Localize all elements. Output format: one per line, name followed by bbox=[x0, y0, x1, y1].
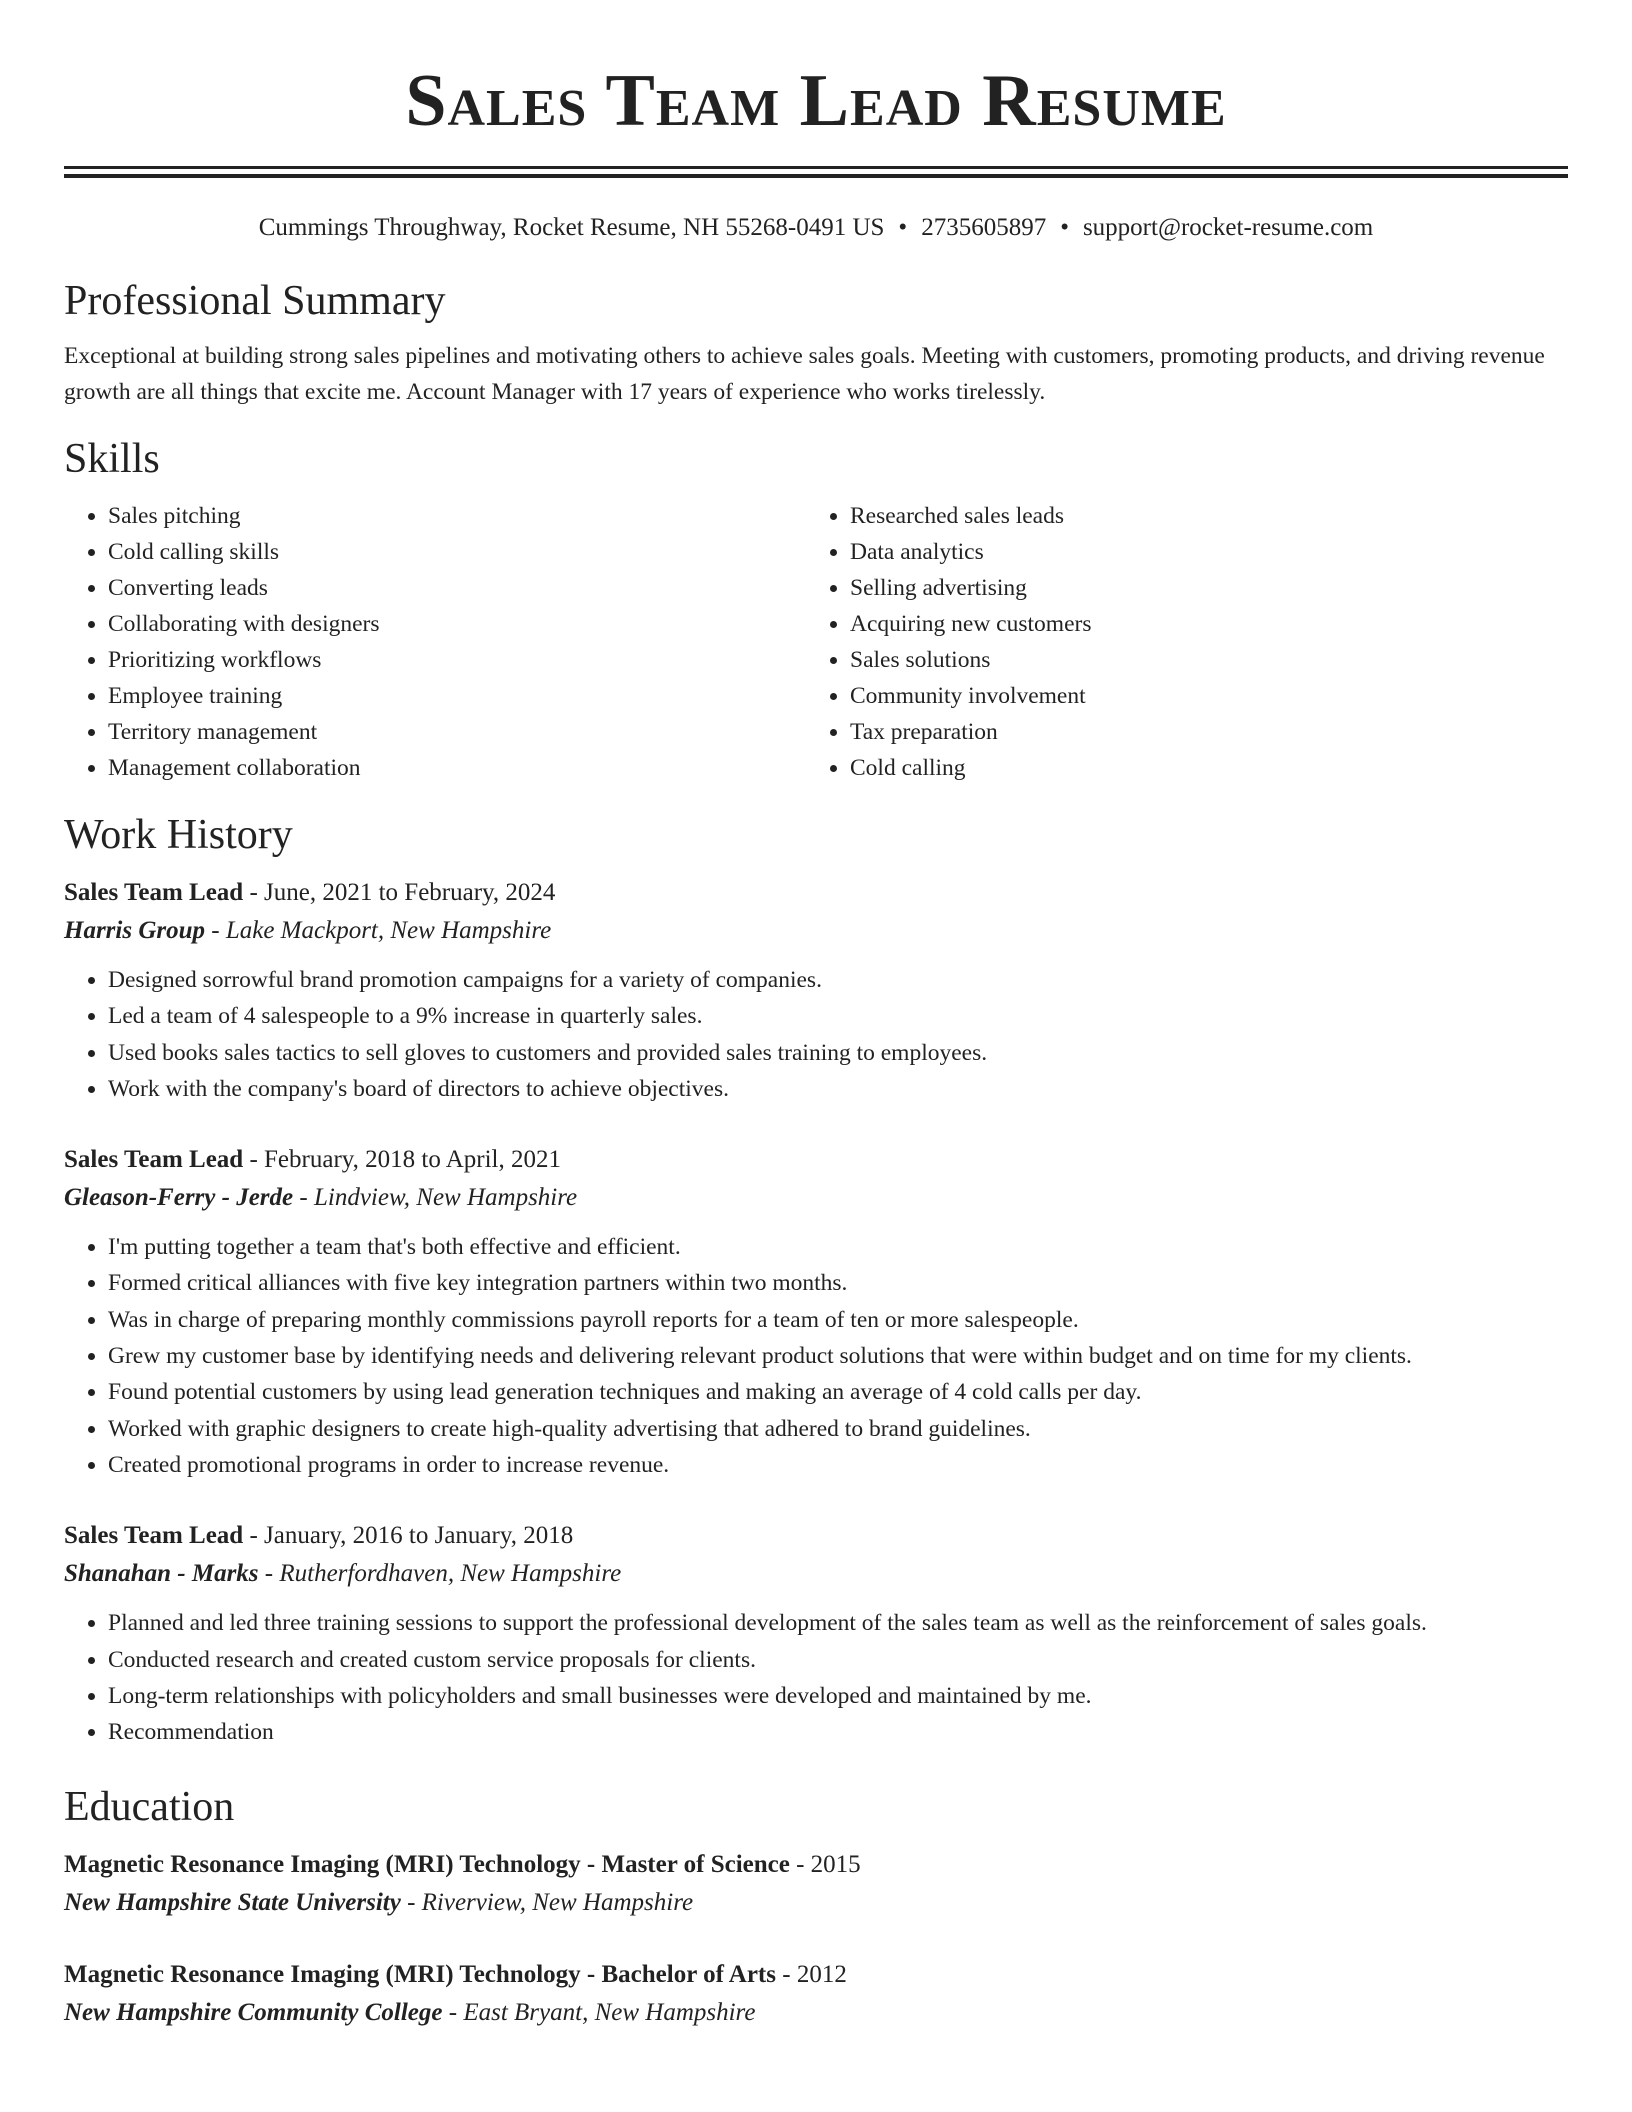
skill-item: • Management collaboration bbox=[108, 750, 806, 786]
skill-item: • Selling advertising bbox=[850, 570, 1568, 606]
job-company-line bbox=[64, 1179, 1568, 1217]
job-duties-list bbox=[64, 962, 1568, 1107]
education-year: - 2015 bbox=[789, 1851, 861, 1879]
job-title-line bbox=[64, 874, 1568, 912]
job-duty: • Found potential customers by using lead generation techniques and making an average of 4 cold calls per day. bbox=[108, 1374, 1568, 1410]
education-degree: Magnetic Resonance Imaging (MRI) Technology - Bachelor of Arts bbox=[64, 1961, 776, 1989]
education-school: New Hampshire State University bbox=[64, 1889, 401, 1917]
job-location: - Rutherfordhaven, New Hampshire bbox=[258, 1560, 622, 1588]
skill-item: • Territory management bbox=[108, 714, 806, 750]
skill-item: • Community involvement bbox=[850, 678, 1568, 714]
job-duties-list bbox=[64, 1605, 1568, 1750]
education-year: - 2012 bbox=[776, 1961, 847, 1989]
job-location: - Lake Mackport, New Hampshire bbox=[205, 917, 552, 944]
job-company: Harris Group bbox=[64, 917, 206, 944]
job-company: Gleason-Ferry - Jerde bbox=[64, 1184, 294, 1212]
education-school-line bbox=[64, 1994, 1568, 2032]
title-divider bbox=[64, 166, 1568, 178]
job-duty: • Recommendation bbox=[108, 1714, 1568, 1750]
job-duty: • Created promotional programs in order to increase revenue. bbox=[108, 1447, 1568, 1483]
job-entry bbox=[64, 1517, 1568, 1750]
education-degree-line bbox=[64, 1846, 1568, 1884]
contact-line bbox=[64, 212, 1568, 244]
education-entry bbox=[64, 1956, 1568, 2032]
job-dates: - January, 2016 to January, 2018 bbox=[243, 1522, 574, 1550]
skills-heading: Skills bbox=[64, 436, 160, 482]
education-heading: Education bbox=[64, 1784, 235, 1831]
education-location: - East Bryant, New Hampshire bbox=[442, 1999, 756, 2027]
job-company-line bbox=[64, 912, 1568, 950]
education-degree-line bbox=[64, 1956, 1568, 1994]
job-duty: • Led a team of 4 salespeople to a 9% increase in quarterly sales. bbox=[108, 998, 1568, 1034]
skills-list-right bbox=[806, 498, 1568, 786]
contact-email: support@rocket-resume.com bbox=[1082, 214, 1374, 241]
education-location: - Riverview, New Hampshire bbox=[400, 1889, 694, 1917]
job-duties-list bbox=[64, 1229, 1568, 1483]
job-entry bbox=[64, 874, 1568, 1107]
skills-list-left bbox=[64, 498, 806, 786]
education-school-line bbox=[64, 1884, 1568, 1922]
job-duty: • Worked with graphic designers to create high-quality advertising that adhered to brand guidelines. bbox=[108, 1411, 1568, 1447]
skill-item: • Researched sales leads bbox=[850, 498, 1568, 534]
education-degree: Magnetic Resonance Imaging (MRI) Technology - Master of Science bbox=[64, 1851, 790, 1879]
education-entry bbox=[64, 1846, 1568, 1922]
education-school: New Hampshire Community College bbox=[64, 1999, 443, 2027]
skill-item: • Tax preparation bbox=[850, 714, 1568, 750]
job-location: - Lindview, New Hampshire bbox=[293, 1184, 578, 1212]
job-title: Sales Team Lead bbox=[64, 879, 244, 906]
skill-item: • Data analytics bbox=[850, 534, 1568, 570]
skill-item: • Sales solutions bbox=[850, 642, 1568, 678]
job-duty: • Used books sales tactics to sell gloves to customers and provided sales training to employees. bbox=[108, 1035, 1568, 1071]
work-history-heading: Work History bbox=[64, 812, 293, 858]
job-duty: • Formed critical alliances with five key integration partners within two months. bbox=[108, 1265, 1568, 1301]
contact-separator: • bbox=[1060, 214, 1069, 241]
skill-item: • Prioritizing workflows bbox=[108, 642, 806, 678]
job-company: Shanahan - Marks bbox=[64, 1560, 259, 1588]
skill-item: • Cold calling skills bbox=[108, 534, 806, 570]
contact-phone: 2735605897 bbox=[921, 214, 1047, 241]
job-duty: • Grew my customer base by identifying needs and delivering relevant product solutions that were within budget and on time for my clients. bbox=[108, 1338, 1568, 1374]
skill-item: • Sales pitching bbox=[108, 498, 806, 534]
resume-title: Sales Team Lead Resume bbox=[405, 60, 1227, 142]
job-duty: • Work with the company's board of directors to achieve objectives. bbox=[108, 1071, 1568, 1107]
job-duty: • Was in charge of preparing monthly commissions payroll reports for a team of ten or more salespeople. bbox=[108, 1302, 1568, 1338]
job-duty: • Planned and led three training sessions to support the professional development of the sales team as well as the reinforcement of sales goals. bbox=[108, 1605, 1568, 1641]
skill-item: • Employee training bbox=[108, 678, 806, 714]
job-entry bbox=[64, 1141, 1568, 1483]
summary-heading: Professional Summary bbox=[64, 278, 446, 324]
job-dates: - June, 2021 to February, 2024 bbox=[243, 879, 556, 906]
skill-item: • Acquiring new customers bbox=[850, 606, 1568, 642]
job-company-line bbox=[64, 1555, 1568, 1593]
job-duty: • Conducted research and created custom service proposals for clients. bbox=[108, 1642, 1568, 1678]
job-title: Sales Team Lead bbox=[64, 1522, 244, 1550]
job-title-line bbox=[64, 1517, 1568, 1555]
job-duty: • Long-term relationships with policyholders and small businesses were developed and maintained by me. bbox=[108, 1678, 1568, 1714]
contact-separator: • bbox=[898, 214, 908, 241]
job-dates: - February, 2018 to April, 2021 bbox=[243, 1146, 561, 1174]
skill-item: • Converting leads bbox=[108, 570, 806, 606]
summary-text: Exceptional at building strong sales pipelines and motivating others to achieve sales goals. Meeting with customers, promoting products, and driving revenue growth are all things that excite me. Account Manager with 17 years of experience who works tirelessly. bbox=[64, 343, 1545, 405]
skill-item: • Collaborating with designers bbox=[108, 606, 806, 642]
job-title-line bbox=[64, 1141, 1568, 1179]
job-title: Sales Team Lead bbox=[64, 1146, 244, 1174]
contact-address: Cummings Throughway, Rocket Resume, NH 55268-0491 US bbox=[258, 214, 885, 241]
job-duty: • I'm putting together a team that's both effective and efficient. bbox=[108, 1229, 1568, 1265]
skills-columns bbox=[64, 498, 1568, 786]
job-duty: • Designed sorrowful brand promotion campaigns for a variety of companies. bbox=[108, 962, 1568, 998]
skill-item: • Cold calling bbox=[850, 750, 1568, 786]
